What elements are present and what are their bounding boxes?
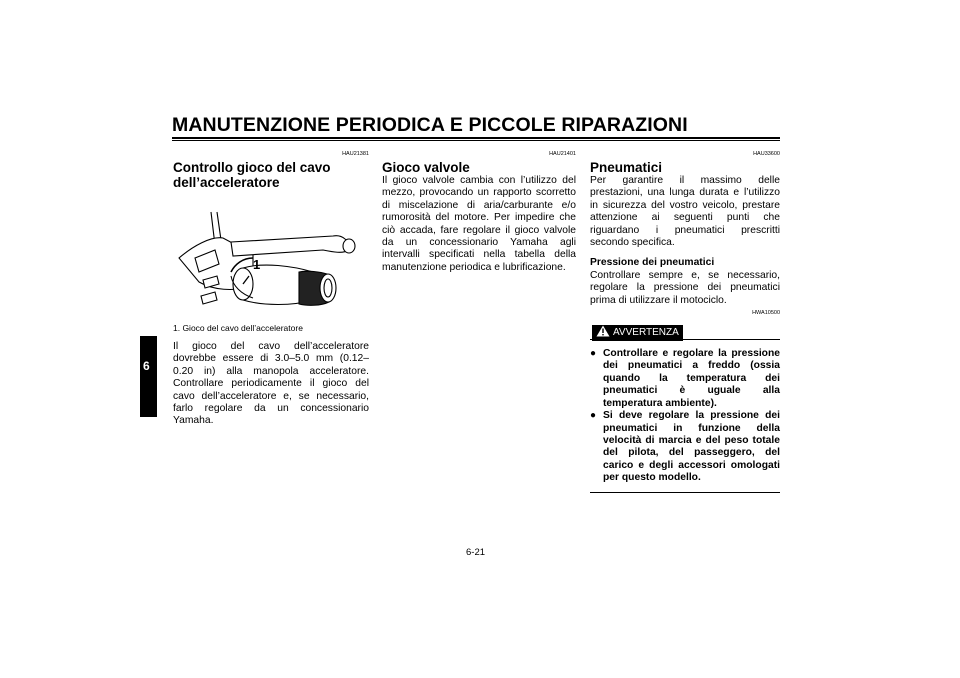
warning-list <box>590 348 780 484</box>
warning-label <box>592 325 683 341</box>
bullet-icon: ● <box>590 348 597 360</box>
subsection-heading: Pressione dei pneumatici <box>590 257 715 269</box>
section-code: HAU33600 <box>753 151 780 157</box>
warning-item <box>590 348 780 410</box>
warning-triangle-icon <box>596 325 610 337</box>
warning-header <box>590 320 780 342</box>
section-throttle-cable <box>173 150 369 428</box>
section-body: Il gioco del cavo dell’acceleratore dovrebbe essere di 3.0–5.0 mm (0.12–0.20 in) alla manopola acceleratore. Controllare periodicamente il gioco del cavo dell’acceleratore e, se necessario, farlo regolare da un concessionario Yamaha. <box>173 341 369 427</box>
bullet-icon: ● <box>590 410 597 422</box>
section-body: Il gioco valvole cambia con l’utilizzo del mezzo, provocando un rapporto scorretto di miscelazione di aria/carburante e/o rumorosità del motore. Per impedire che ciò accada, fare regolare il gioco valvole da un concessionario Yamaha agli intervalli specificati nella tabella della manutenzione periodica e lubrificazione. <box>382 175 576 273</box>
section-heading: Gioco valvole <box>382 160 470 175</box>
throttle-grip-illustration <box>173 206 369 311</box>
section-valve-clearance <box>382 150 576 274</box>
section-code: HAU21381 <box>342 151 369 157</box>
warning-bottom-rule <box>590 492 780 493</box>
section-tires <box>590 150 780 493</box>
page-number: 6-21 <box>466 547 486 558</box>
warning-item-text: Si deve regolare la pressione dei pneumatici in funzione della velocità di marcia e del peso totale del pilota, del passeggero, del carico e degli accessori omologati per questo modello. <box>603 410 780 484</box>
section-heading: Controllo gioco del cavo dell’acceleratore <box>173 160 331 190</box>
title-rule-thin <box>172 140 780 141</box>
figure-callout: 1 <box>253 257 261 272</box>
figure-caption: 1. Gioco del cavo dell’acceleratore <box>173 323 303 333</box>
subsection-body: Controllare sempre e, se necessario, regolare la pressione dei pneumatici prima di utilizzare il motociclo. <box>590 269 780 306</box>
section-code: HAU21401 <box>549 151 576 157</box>
title-rule <box>172 137 780 139</box>
chapter-tab <box>140 336 157 417</box>
warning-code: HWA10500 <box>752 310 780 317</box>
warning-item-text: Controllare e regolare la pressione dei pneumatici a freddo (ossia quando la temperatura dei pneumatici è uguale alla temperatura ambiente). <box>603 348 780 409</box>
warning-label-text: AVVERTENZA <box>613 327 679 339</box>
section-heading: Pneumatici <box>590 160 663 175</box>
page-title: MANUTENZIONE PERIODICA E PICCOLE RIPARAZIONI <box>172 114 688 136</box>
warning-item <box>590 410 780 484</box>
chapter-number: 6 <box>143 359 150 373</box>
section-body: Per garantire il massimo delle prestazioni, una lunga durata e l’utilizzo in sicurezza del vostro veicolo, prestare attenzione ai seguenti punti che riguardano i pneumatici prescritti secondo specifica. <box>590 175 780 249</box>
